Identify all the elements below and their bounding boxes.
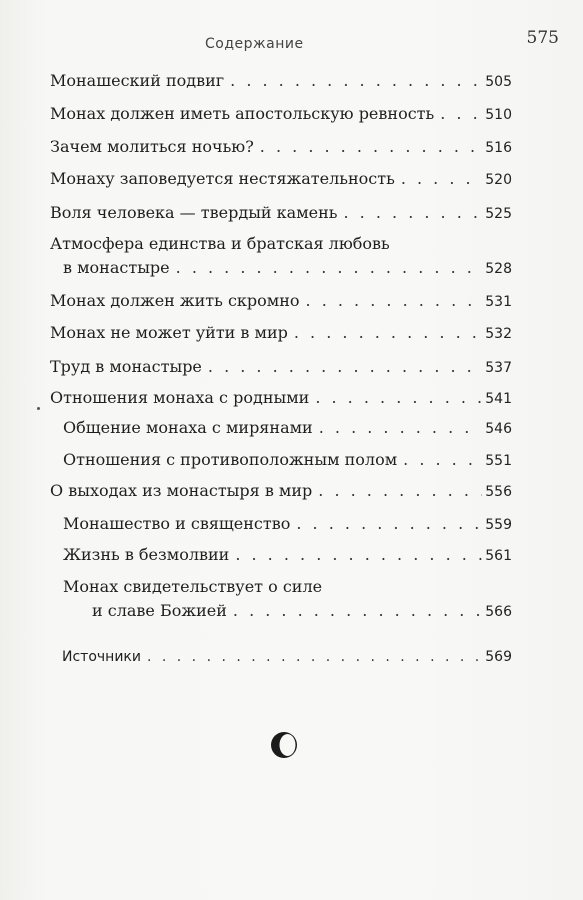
toc-entry[interactable]	[50, 356, 512, 379]
toc-entry-title: Монах должен иметь апостольскую ревность	[50, 104, 435, 123]
toc-entry-page: 559	[485, 517, 512, 533]
toc-entry-title: Монаху заповедуется нестяжательность	[50, 169, 395, 188]
toc-entry-title: Общение монаха с мирянами	[63, 418, 313, 437]
toc-entry[interactable]	[50, 233, 512, 280]
leader-dots	[344, 202, 483, 224]
toc-entry[interactable]	[50, 544, 512, 567]
leader-dots	[315, 387, 482, 409]
leader-dots	[176, 257, 483, 279]
toc-entry-page: 528	[485, 261, 512, 277]
toc-entry-title: Монах должен жить скромно	[50, 291, 300, 310]
leader-dots	[403, 449, 482, 471]
toc-entry-page: 532	[485, 326, 512, 342]
toc-entry-page: 551	[485, 453, 512, 469]
toc-entry[interactable]	[50, 290, 512, 313]
toc-entry[interactable]	[50, 480, 512, 503]
toc-entry[interactable]	[50, 168, 512, 191]
leader-dots	[296, 513, 482, 535]
leader-dots	[319, 417, 483, 439]
toc-entry[interactable]	[50, 136, 512, 159]
toc-entry-title: Жизнь в безмолвии	[63, 545, 230, 564]
leader-dots	[233, 600, 482, 622]
toc-entry-title: Воля человека — твердый камень	[50, 203, 338, 222]
toc-entry-page: 531	[485, 294, 512, 310]
toc-entry-title-continued: и славе Божией	[92, 601, 227, 620]
toc-entry[interactable]	[50, 417, 512, 440]
leader-dots	[294, 322, 482, 344]
toc-entry[interactable]	[50, 387, 512, 410]
crescent-ornament-icon	[270, 729, 298, 761]
toc-entry-title: Атмосфера единства и братская любовь	[50, 234, 390, 253]
toc-entry-title: Зачем молиться ночью?	[50, 137, 254, 156]
toc-entry-page: 505	[485, 74, 512, 90]
toc-entry[interactable]	[50, 70, 512, 93]
toc-entry-page: 556	[485, 484, 512, 500]
toc-entry-title: Монашество и священство	[63, 514, 291, 533]
toc-entry-title: Отношения с противоположным полом	[63, 450, 398, 469]
leader-dots	[318, 480, 482, 502]
toc-entry-page: 566	[485, 604, 512, 620]
leader-dots	[235, 544, 482, 566]
toc-entry-page: 537	[485, 360, 512, 376]
toc-entry-sources[interactable]	[50, 646, 512, 668]
leader-dots	[260, 136, 482, 158]
margin-mark	[37, 407, 40, 410]
toc-entry-page: 541	[485, 391, 512, 407]
toc-entry[interactable]	[50, 103, 512, 126]
leader-dots	[401, 168, 482, 190]
leader-dots	[440, 103, 482, 125]
toc-entry-title: Монах не может уйти в мир	[50, 323, 288, 342]
toc-entry[interactable]	[50, 513, 512, 536]
toc-entry-title: Монах свидетельствует о силе	[63, 577, 323, 596]
toc-entry[interactable]	[50, 202, 512, 225]
toc-entry-page: 516	[485, 140, 512, 156]
page-number: 575	[526, 28, 559, 48]
leader-dots	[208, 356, 482, 378]
toc-entry[interactable]	[50, 576, 512, 623]
leader-dots	[230, 70, 482, 92]
toc-entry-page: 520	[485, 172, 512, 188]
toc-entry-title-continued: в монастыре	[63, 258, 170, 277]
toc-entry-title: Отношения монаха с родными	[50, 388, 310, 407]
toc-entry-page: 546	[485, 421, 512, 437]
leader-dots	[306, 290, 483, 312]
toc-entry-page: 525	[485, 206, 512, 222]
toc-entry[interactable]	[50, 449, 512, 472]
toc-entry-title: Монашеский подвиг	[50, 71, 225, 90]
toc-entry-title: О выходах из монастыря в мир	[50, 481, 313, 500]
toc-entry-title: Труд в монастыре	[50, 357, 202, 376]
toc-entry-page: 510	[485, 107, 512, 123]
leader-dots	[147, 646, 482, 668]
toc-entry[interactable]	[50, 322, 512, 345]
toc-entry-page: 569	[485, 649, 512, 665]
running-header: Содержание	[205, 36, 304, 52]
toc-entry-title: Источники	[62, 649, 141, 665]
toc-entry-page: 561	[485, 548, 512, 564]
